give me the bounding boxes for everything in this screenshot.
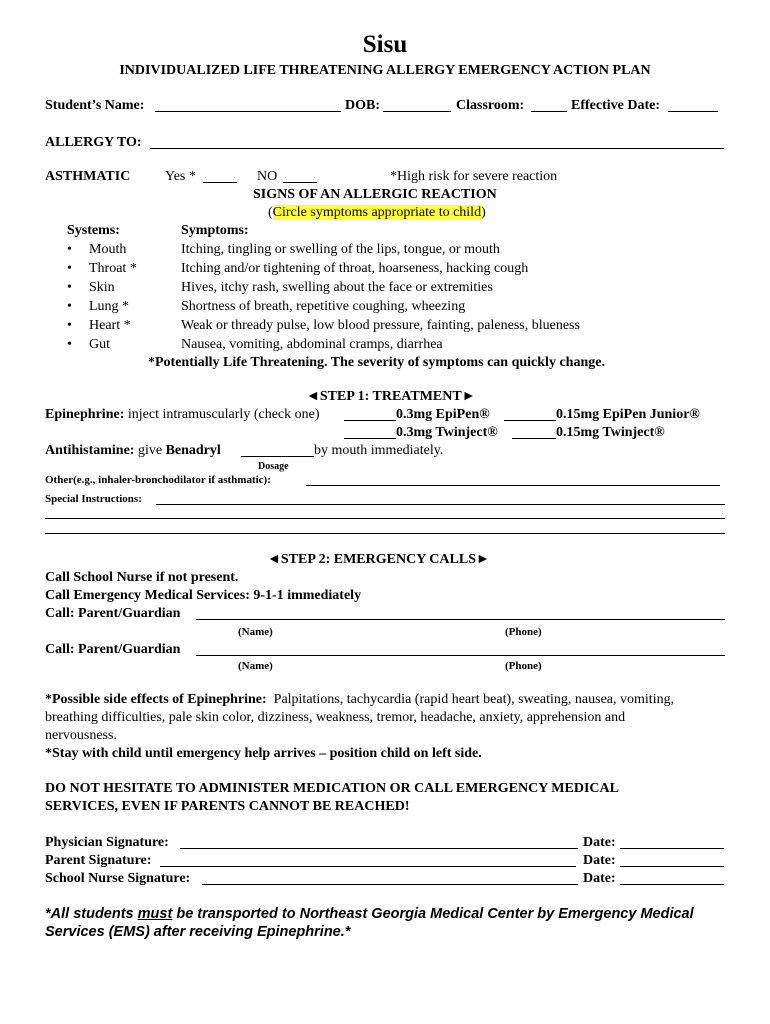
epipen-option: 0.3mg EpiPen®	[396, 407, 490, 422]
asthmatic-note: *High risk for severe reaction	[390, 169, 558, 184]
symptom-text[interactable]: Hives, itchy rash, swelling about the face or extremities	[181, 280, 493, 295]
systems-list	[67, 240, 137, 354]
asthmatic-no-field[interactable]	[283, 182, 317, 183]
signs-heading: SIGNS OF AN ALLERGIC REACTION	[253, 187, 497, 202]
twinject-015-option: 0.15mg Twinject®	[556, 425, 665, 440]
phone-caption-1: (Phone)	[505, 626, 542, 638]
symptom-text[interactable]: Shortness of breath, repetitive coughing, wheezing	[181, 299, 466, 314]
parent-guardian-2-field[interactable]	[196, 655, 725, 656]
parent-date-label: Date:	[583, 853, 616, 868]
epipen-junior-option: 0.15mg EpiPen Junior®	[556, 407, 700, 422]
dosage-field[interactable]	[241, 456, 314, 457]
system-name: Gut	[89, 337, 110, 352]
instruction-paren-close: )	[481, 205, 486, 220]
effective-date-field[interactable]	[668, 111, 718, 112]
name-caption-1: (Name)	[238, 626, 273, 638]
bullet-icon: •	[67, 337, 72, 352]
allergy-field[interactable]	[150, 148, 724, 149]
do-not-hesitate-1: DO NOT HESITATE TO ADMINISTER MEDICATION OR CALL EMERGENCY MEDICAL	[45, 781, 619, 796]
do-not-hesitate-2: SERVICES, EVEN IF PARENTS CANNOT BE REACHED!	[45, 799, 410, 814]
step1-heading: ◄STEP 1: TREATMENT►	[306, 389, 476, 404]
system-name: Throat *	[89, 261, 137, 276]
highlighted-instruction: Circle symptoms appropriate to child	[272, 205, 482, 220]
document-subtitle: INDIVIDUALIZED LIFE THREATENING ALLERGY EMERGENCY ACTION PLAN	[119, 63, 651, 78]
list-item	[67, 297, 137, 316]
epinephrine-line	[45, 406, 320, 424]
dob-field[interactable]	[383, 111, 451, 112]
twinject-checkbox[interactable]	[344, 438, 396, 439]
epipen-checkbox[interactable]	[344, 420, 396, 421]
asthmatic-yes-label: Yes *	[165, 169, 196, 184]
special-instructions-field[interactable]	[156, 504, 725, 505]
asthmatic-yes-field[interactable]	[203, 182, 237, 183]
parent-date-field[interactable]	[620, 866, 724, 867]
list-item	[67, 259, 137, 278]
physician-date-label: Date:	[583, 835, 616, 850]
student-name-field[interactable]	[155, 111, 341, 112]
bullet-icon: •	[67, 318, 72, 333]
list-item	[67, 316, 137, 335]
ems-note-post1: be transported to Northeast Georgia Medical Center by Emergency Medical	[172, 906, 694, 922]
classroom-field[interactable]	[531, 111, 567, 112]
ems-note-must: must	[137, 906, 173, 922]
call-school-nurse: Call School Nurse if not present.	[45, 570, 239, 585]
step2-heading: ◄STEP 2: EMERGENCY CALLS►	[267, 552, 490, 567]
twinject-option: 0.3mg Twinject®	[396, 425, 498, 440]
asthmatic-label: ASTHMATIC	[45, 169, 131, 184]
benadryl-label: Benadryl	[165, 443, 221, 458]
symptoms-list	[181, 240, 580, 354]
symptom-text[interactable]: Itching, tingling or swelling of the lips, tongue, or mouth	[181, 242, 500, 257]
physician-signature-field[interactable]	[180, 848, 578, 849]
twinject-015-checkbox[interactable]	[512, 438, 556, 439]
classroom-label: Classroom:	[456, 98, 525, 113]
systems-header: Systems:	[67, 223, 120, 238]
effective-date-label: Effective Date:	[571, 98, 661, 113]
ems-transport-note-1	[45, 905, 694, 924]
nurse-date-field[interactable]	[620, 884, 724, 885]
antihistamine-label: Antihistamine:	[45, 443, 135, 458]
antihistamine-line	[45, 442, 221, 460]
other-field[interactable]	[306, 485, 720, 486]
symptom-text[interactable]: Nausea, vomiting, abdominal cramps, diarrhea	[181, 337, 443, 352]
name-caption-2: (Name)	[238, 660, 273, 672]
physician-signature-label: Physician Signature:	[45, 835, 169, 850]
parent-signature-label: Parent Signature:	[45, 853, 152, 868]
ems-transport-note-2: Services (EMS) after receiving Epinephrine.*	[45, 924, 351, 940]
document-title: Sisu	[362, 31, 408, 58]
instruction-paren-open: (	[268, 205, 273, 220]
system-name: Skin	[89, 280, 115, 295]
special-instructions-line-2[interactable]	[45, 518, 725, 519]
side-effects-label: *Possible side effects of Epinephrine:	[45, 692, 267, 707]
bullet-icon: •	[67, 261, 72, 276]
physician-date-field[interactable]	[620, 848, 724, 849]
by-mouth-text: by mouth immediately.	[314, 443, 444, 458]
asthmatic-no-label: NO	[257, 169, 278, 184]
student-name-label: Student’s Name:	[45, 98, 145, 113]
allergy-label: ALLERGY TO:	[45, 135, 142, 150]
epinephrine-text: inject intramuscularly (check one)	[127, 407, 320, 422]
bullet-icon: •	[67, 242, 72, 257]
other-label: Other(e.g., inhaler-bronchodilator if asthmatic):	[45, 474, 271, 486]
side-effects-line-1	[45, 691, 674, 709]
dosage-caption: Dosage	[258, 461, 289, 472]
severity-warning: *Potentially Life Threatening. The severity of symptoms can quickly change.	[148, 355, 605, 370]
dob-label: DOB:	[345, 98, 380, 113]
side-effects-text-3: nervousness.	[45, 728, 117, 743]
ems-note-pre: *All students	[45, 906, 138, 922]
nurse-signature-label: School Nurse Signature:	[45, 871, 191, 886]
special-instructions-line-3[interactable]	[45, 533, 725, 534]
system-name: Lung *	[89, 299, 130, 314]
bullet-icon: •	[67, 280, 72, 295]
system-name: Heart *	[89, 318, 131, 333]
nurse-signature-field[interactable]	[202, 884, 578, 885]
side-effects-text-1: Palpitations, tachycardia (rapid heart beat), sweating, nausea, vomiting,	[273, 692, 675, 707]
phone-caption-2: (Phone)	[505, 660, 542, 672]
epinephrine-label: Epinephrine:	[45, 407, 125, 422]
parent-guardian-1-label: Call: Parent/Guardian	[45, 606, 181, 621]
parent-guardian-2-label: Call: Parent/Guardian	[45, 642, 181, 657]
call-ems: Call Emergency Medical Services: 9-1-1 immediately	[45, 588, 362, 603]
stay-with-child: *Stay with child until emergency help arrives – position child on left side.	[45, 746, 482, 761]
system-name: Mouth	[89, 242, 127, 257]
parent-signature-field[interactable]	[160, 866, 576, 867]
symptom-text[interactable]: Weak or thready pulse, low blood pressure, fainting, paleness, blueness	[181, 318, 580, 333]
symptoms-header: Symptoms:	[181, 223, 249, 238]
list-item	[67, 278, 137, 297]
parent-guardian-1-field[interactable]	[196, 619, 725, 620]
signs-instruction	[268, 204, 486, 222]
nurse-date-label: Date:	[583, 871, 616, 886]
list-item	[67, 335, 137, 354]
list-item	[67, 240, 137, 259]
special-instructions-label: Special Instructions:	[45, 493, 142, 505]
antihistamine-give: give	[137, 443, 163, 458]
side-effects-text-2: breathing difficulties, pale skin color, dizziness, weakness, tremor, headache, anxiety, apprehension and	[45, 710, 626, 725]
symptom-text[interactable]: Itching and/or tightening of throat, hoarseness, hacking cough	[181, 261, 529, 276]
bullet-icon: •	[67, 299, 72, 314]
epipen-junior-checkbox[interactable]	[504, 420, 556, 421]
